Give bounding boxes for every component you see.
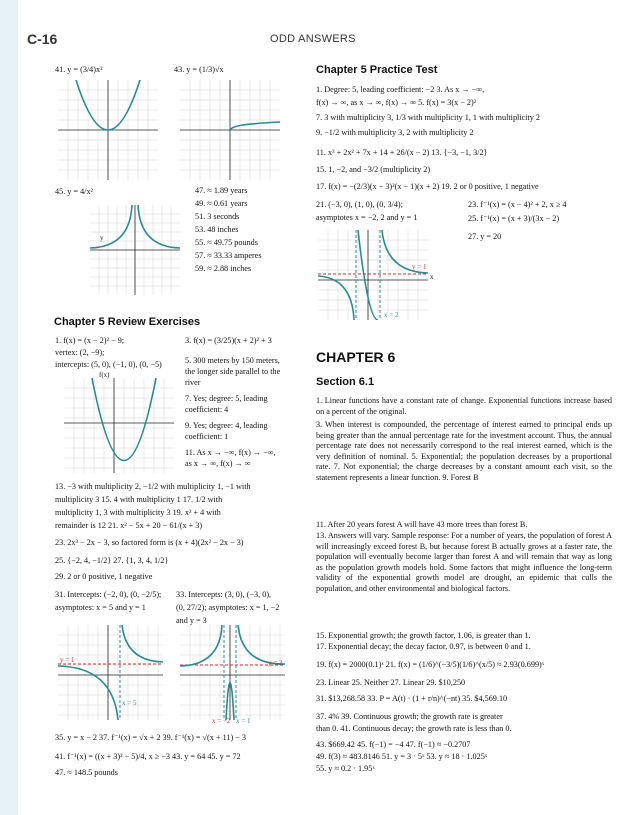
ch6-para-1: 1. Linear functions have a constant rate of change. Exponential functions increase based on a percent of the original.: [316, 396, 612, 416]
review-33c: and y = 3: [176, 616, 207, 625]
graph-45: [90, 205, 180, 295]
label-y1-review: y = 1: [60, 656, 75, 664]
practice-21b: asymptotes x = −2, 2 and y = 1: [316, 213, 418, 222]
review-33a: 33. Intercepts: (3, 0), (−3, 0),: [176, 590, 272, 599]
sqrt-curve: [230, 122, 280, 130]
label-x1: x = 1: [236, 717, 251, 725]
review-31a: 31. Intercepts: (−2, 0), (0, −2/5);: [55, 590, 162, 599]
label-fx: f(x): [99, 371, 110, 379]
review-9a: 9. Yes; degree: 4, leading: [185, 421, 268, 430]
reciprocal-squared-left: [90, 205, 132, 248]
review-33b: (0, 27/2); asymptotes: x = 1, −2: [176, 603, 280, 612]
ch6-para-17: 17. Exponential decay; the decay factor, 0.97, is between 0 and 1.: [316, 642, 531, 651]
ch6-19: 19. f(x) = 2000(0.1)ˣ 21. f(x) = (1/6)^(−3/5)(1/6)^(x/5) ≈ 2.93(0.699)ˣ: [316, 660, 545, 669]
review-47: 47. ≈ 148.5 pounds: [55, 768, 118, 777]
label-x5: x = 5: [122, 699, 137, 707]
practice-curve-left: [318, 276, 354, 320]
answer-59: 59. ≈ 2.88 inches: [195, 264, 252, 273]
running-header: ODD ANSWERS: [270, 33, 356, 45]
graph-review-31: [58, 625, 163, 720]
answer-49: 49. ≈ 0.61 years: [195, 199, 248, 208]
ch6-para-15: 15. Exponential growth; the growth factor, 1.06, is greater than 1.: [316, 631, 531, 640]
review-11b: as x → ∞, f(x) → ∞: [185, 459, 251, 468]
review-41: 41. f⁻¹(x) = ((x + 3)² − 5)/4, x ≥ −3 43. y = 64 45. y = 72: [55, 752, 241, 761]
ch6-para-11: 11. After 20 years forest A will have 43 more trees than forest B.: [316, 520, 528, 529]
practice-25: 25. f⁻¹(x) = (x + 3)/(3x − 2): [468, 214, 560, 223]
practice-15: 15. 1, −2, and −3/2 (multiplicity 2): [316, 165, 431, 174]
answer-43: 43. y = (1/3)√x: [174, 65, 224, 74]
ch6-37: 37. 4% 39. Continuous growth; the growth rate is greater: [316, 712, 503, 721]
label-y3: y = 3: [268, 659, 283, 667]
ch6-para-13: 13. Answers will vary. Sample response: For a number of years, the population of forest A will increasingly exceed forest B, but because forest B actually grows at a faster rate, the population will eventually become larger than forest A and will remain that way as long as the population growth models hold. Some factors that might influence the long-term validity of the exponential growth model are drought, an epidemic that culls the population, and other environmental and biological factors.: [316, 531, 612, 593]
review-25: 25. {−2, 4, −1/2} 27. {1, 3, 4, 1/2}: [55, 556, 169, 565]
practice-9: 9. −1/2 with multiplicity 3, 2 with multiplicity 2: [316, 128, 474, 137]
practice-23: 23. f⁻¹(x) = (x − 4)² + 2, x ≥ 4: [468, 200, 567, 209]
label-xm2: x = −2: [212, 717, 231, 725]
answer-55: 55. ≈ 49.75 pounds: [195, 238, 258, 247]
label-x-practice: x: [430, 273, 434, 281]
review-35: 35. y = x − 2 37. f⁻¹(x) = √x + 2 39. f⁻¹(x) = √(x + 11) − 3: [55, 733, 246, 742]
answer-47: 47. ≈ 1.89 years: [195, 186, 248, 195]
review-31b: asymptotes: x = 5 and y = 1: [55, 603, 146, 612]
review-1c: intercepts: (5, 0), (−1, 0), (0, −5): [55, 360, 162, 369]
practice-21a: 21. (−3, 0), (1, 0), (0, 3/4);: [316, 200, 403, 209]
graph-review-33: [180, 625, 285, 720]
review-23: 23. 2x³ − 2x − 3, so factored form is (x + 4)(2x² − 2x − 3): [55, 538, 244, 547]
review-13b: multiplicity 3 15. 4 with multiplicity 1 17. 1/2 with: [55, 495, 223, 504]
graph-review-1: [64, 378, 174, 473]
review-5a: 5. 300 meters by 150 meters,: [185, 356, 280, 365]
ch6-55: 55. y ≈ 0.2 · 1.95ˣ: [316, 764, 375, 773]
page-number: C-16: [27, 31, 58, 47]
review-1b: vertex: (2, −9);: [55, 348, 105, 357]
review-13d: remainder is 12 21. x² − 5x + 20 − 61/(x + 3): [55, 521, 203, 530]
review-13a: 13. −3 with multiplicity 2, −1/2 with multiplicity 1, −1 with: [55, 482, 251, 491]
review-11a: 11. As x → −∞, f(x) → −∞,: [185, 448, 276, 457]
practice-heading: Chapter 5 Practice Test: [316, 64, 438, 76]
practice-7: 7. 3 with multiplicity 3, 1/3 with multiplicity 1, 1 with multiplicity 2: [316, 113, 541, 122]
answer-51: 51. 3 seconds: [195, 212, 240, 221]
graph-practice-21: [318, 230, 428, 320]
review-5c: river: [185, 378, 201, 387]
page-edge-strip: [0, 0, 18, 815]
answer-45: 45. y = 4/x²: [55, 187, 94, 196]
review-13c: multiplicity 1, 3 with multiplicity 3 19. x² + 4 with: [55, 508, 221, 517]
answer-53: 53. 48 inches: [195, 225, 239, 234]
review-5b: the longer side parallel to the: [185, 367, 281, 376]
review-9b: coefficient: 1: [185, 432, 229, 441]
review-heading: Chapter 5 Review Exercises: [54, 316, 201, 328]
graph-41: [58, 80, 158, 180]
review-7b: coefficient: 4: [185, 405, 229, 414]
review-7a: 7. Yes; degree: 5, leading: [185, 394, 268, 403]
answer-57: 57. ≈ 33.33 amperes: [195, 251, 262, 260]
ch6-para-3: 3. When interest is compounded, the percentage of interest earned to principal ends up being greater than the annual percentage rate for the investment account. Thus, the annual percentage rate does not necessarily correspond to the real interest earned, which is the very definition of nominal. 5. Exponential; the population decreases by a proportional rate. 7. Not exponential; the charge decreases by a constant amount each visit, so the statement represents a linear function. 9. Forest B: [316, 420, 612, 482]
practice-11: 11. x³ + 2x² + 7x + 14 + 26/(x − 2) 13. {−3, −1, 3/2}: [316, 148, 488, 157]
label-y1-practice: y = 1: [412, 263, 427, 271]
ch6-37b: than 0. 41. Continuous decay; the growth rate is less than 0.: [316, 724, 512, 733]
section-heading: Section 6.1: [316, 376, 375, 388]
ch6-31: 31. $13,268.58 33. P = A(t) · (1 + r/n)^(−nt) 35. $4,569.10: [316, 694, 508, 703]
label-x2: x = 2: [384, 311, 399, 319]
label-y-45: y: [100, 234, 104, 242]
review-1a: 1. f(x) = (x − 2)² − 9;: [55, 336, 125, 345]
ch6-43: 43. $669.42 45. f(−1) = −4 47. f(−1) ≈ −0.2707: [316, 740, 471, 749]
rational33-left: [180, 625, 222, 666]
answer-41: 41. y = (3/4)x²: [55, 65, 103, 74]
chapter-heading: CHAPTER 6: [316, 349, 396, 365]
review-29: 29. 2 or 0 positive, 1 negative: [55, 572, 153, 581]
review-3: 3. f(x) = (3/25)(x + 2)² + 3: [185, 336, 272, 345]
practice-17: 17. f(x) = −(2/3)(x − 3)²(x − 1)(x + 2) 19. 2 or 0 positive, 1 negative: [316, 182, 539, 191]
practice-1b: f(x) → ∞, as x → ∞, f(x) → ∞ 5. f(x) = 3(x − 2)²: [316, 98, 477, 107]
practice-1: 1. Degree: 5, leading coefficient: −2 3. As x → −∞,: [316, 85, 485, 94]
reciprocal-squared-right: [138, 205, 180, 248]
ch6-49: 49. f(3) ≈ 483.8146 51. y = 3 · 5ˣ 53. y ≈ 18 · 1.025ˣ: [316, 752, 488, 761]
ch6-23: 23. Linear 25. Neither 27. Linear 29. $10,250: [316, 678, 466, 687]
graph-43: [180, 80, 280, 180]
practice-27: 27. y = 20: [468, 232, 502, 241]
